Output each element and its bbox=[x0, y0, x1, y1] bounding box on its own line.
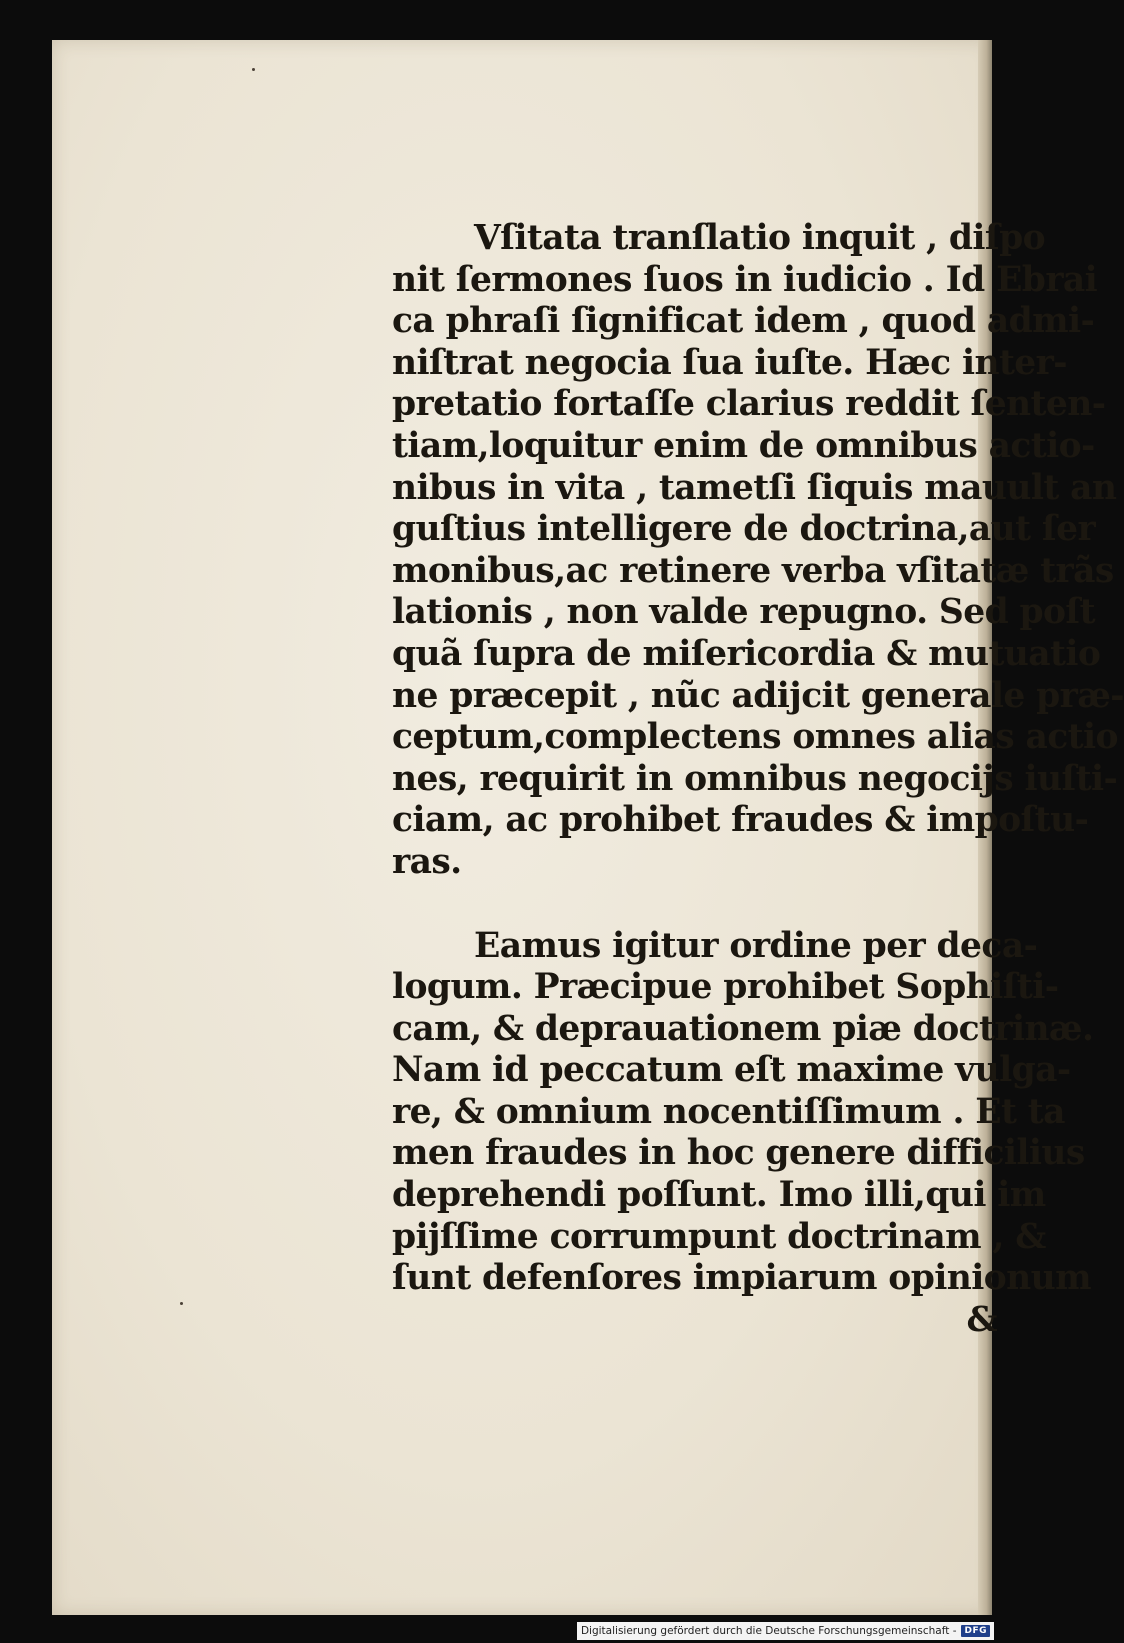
text-line: ca phraſi ſignificat idem , quod admi- bbox=[392, 301, 1095, 342]
text-line: pijſſime corrumpunt doctrinam , & bbox=[392, 1216, 1046, 1257]
text-line: quã ſupra de miſericordia & mutuatio bbox=[392, 633, 1101, 674]
paper-speck bbox=[180, 1302, 183, 1305]
text-line: deprehendi poſſunt. Imo illi,qui im bbox=[392, 1175, 1046, 1216]
text-line: nit ſermones ſuos in iudicio . Id Ebrai bbox=[392, 259, 1098, 300]
text-line: guſtius intelligere de doctrina,aut ſer bbox=[392, 509, 1096, 550]
paragraph-1 bbox=[392, 218, 1124, 884]
text-line: pretatio fortaſſe clarius reddit ſenten- bbox=[392, 384, 1106, 425]
book-page bbox=[52, 40, 1124, 1615]
text-line: Vſitata tranſlatio inquit , diſpo bbox=[474, 218, 1046, 258]
paper-speck bbox=[252, 68, 255, 71]
paragraph-2 bbox=[392, 925, 1094, 1300]
page-text bbox=[392, 218, 1124, 1341]
dfg-logo-icon: DFG bbox=[961, 1625, 990, 1637]
text-line: nibus in vita , tametſi ſiquis mauult an bbox=[392, 467, 1117, 508]
text-line: Eamus igitur ordine per deca- bbox=[474, 925, 1038, 966]
text-line: ſunt defenſores impiarum opinionum bbox=[392, 1258, 1091, 1299]
text-line: nes, requirit in omnibus negocijs iuſti- bbox=[392, 758, 1118, 799]
catchword: & bbox=[966, 1299, 997, 1340]
text-line: Nam id peccatum eſt maxime vulga- bbox=[392, 1050, 1071, 1091]
funding-notice: Digitalisierung gefördert durch die Deutsche Forschungsgemeinschaft - bbox=[580, 1625, 957, 1637]
text-line: ne præcepit , nũc adijcit generale præ- bbox=[392, 675, 1124, 716]
digitization-footer bbox=[577, 1622, 994, 1640]
paragraph-gap bbox=[392, 884, 997, 926]
text-line: tiam,loquitur enim de omnibus actio- bbox=[392, 425, 1095, 466]
text-line: lationis , non valde repugno. Sed poſt bbox=[392, 592, 1096, 633]
text-line: ceptum,complectens omnes alias actio bbox=[392, 717, 1118, 758]
text-line: re, & omnium nocentiſſimum . Et ta bbox=[392, 1091, 1065, 1132]
text-line: monibus,ac retinere verba vſitatæ trãs bbox=[392, 550, 1114, 591]
text-line: ras. bbox=[392, 841, 462, 882]
text-line: cam, & deprauationem piæ doctrinæ. bbox=[392, 1008, 1094, 1049]
text-line: logum. Præcipue prohibet Sophiſti- bbox=[392, 967, 1059, 1008]
text-line: ciam, ac prohibet fraudes & impoſtu- bbox=[392, 800, 1089, 841]
text-line: men fraudes in hoc genere difficilius bbox=[392, 1133, 1085, 1174]
text-line: niſtrat negocia ſua iuſte. Hæc inter- bbox=[392, 342, 1067, 383]
